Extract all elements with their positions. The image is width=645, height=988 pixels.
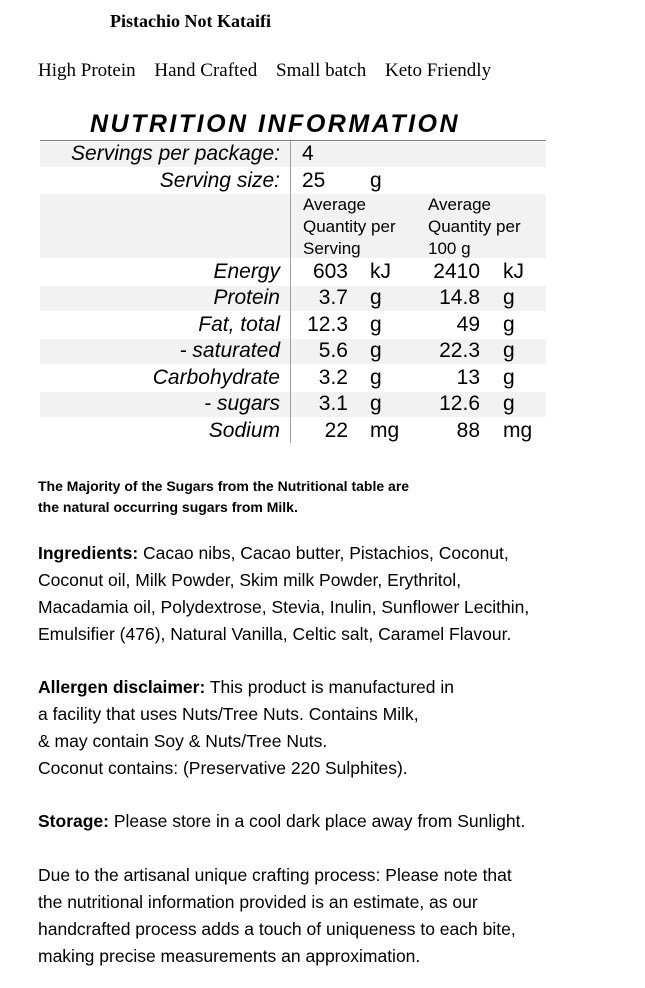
nutrient-row <box>40 286 546 311</box>
column-headers-row <box>40 194 546 258</box>
nutrient-row <box>40 313 546 338</box>
per100-amount: 49 <box>456 313 480 336</box>
ingredients-line <box>38 540 618 567</box>
nutrient-row <box>40 339 546 364</box>
ingredients-line: Coconut oil, Milk Powder, Skim milk Powder, Erythritol, <box>38 570 462 590</box>
per100-unit: g <box>503 286 515 309</box>
serving-amount: 22 <box>324 419 348 442</box>
nutrient-row <box>40 392 546 417</box>
per100-unit: g <box>503 392 515 415</box>
serving-unit: g <box>370 339 382 362</box>
allergen-line: a facility that uses Nuts/Tree Nuts. Contains Milk, <box>38 704 419 724</box>
allergen-line: & may contain Soy & Nuts/Tree Nuts. <box>38 731 328 751</box>
nutrient-label: - saturated <box>179 339 280 362</box>
serving-amount: 3.7 <box>318 286 348 309</box>
allergen-line <box>38 674 618 701</box>
disclaimer-line: Due to the artisanal unique crafting process: Please note that <box>38 865 512 885</box>
serving-unit: g <box>370 313 382 336</box>
nutrient-label: Energy <box>213 260 280 283</box>
nutrient-row <box>40 366 546 391</box>
sugar-note-line: The Majority of the Sugars from the Nutritional table are <box>38 478 410 494</box>
col-per-serving-header: Average Quantity per Serving <box>303 195 396 258</box>
nutrient-label: Protein <box>213 286 280 309</box>
nutrient-row <box>40 260 546 285</box>
serving-unit: g <box>370 392 382 415</box>
servings-row <box>40 142 546 167</box>
disclaimer-line: the nutritional information provided is an estimate, as our <box>38 892 478 912</box>
allergen-label: Allergen disclaimer: <box>38 677 206 697</box>
per100-amount: 12.6 <box>439 392 480 415</box>
sugar-note-line: the natural occurring sugars from Milk. <box>38 499 298 515</box>
nutrition-heading: NUTRITION INFORMATION <box>90 110 461 138</box>
serving-size-value: 25 <box>302 169 326 192</box>
per100-amount: 14.8 <box>439 286 480 309</box>
storage-text: Please store in a cool dark place away from Sunlight. <box>108 811 526 831</box>
ingredients-line: Macadamia oil, Polydextrose, Stevia, Inulin, Sunflower Lecithin, <box>38 597 530 617</box>
per100-unit: kJ <box>503 260 524 283</box>
serving-amount: 603 <box>312 260 348 283</box>
serving-unit: mg <box>370 419 400 442</box>
per100-unit: g <box>503 366 515 389</box>
serving-unit: g <box>370 366 382 389</box>
product-title: Pistachio Not Kataifi <box>110 11 271 31</box>
nutrient-label: Fat, total <box>198 313 280 336</box>
serving-size-row <box>40 169 546 194</box>
nutrient-row <box>40 419 546 444</box>
sugar-note <box>38 476 478 518</box>
tag-small-batch: Small batch <box>276 60 367 81</box>
storage-line <box>38 808 618 835</box>
nutrient-label: Carbohydrate <box>152 366 280 389</box>
per100-amount: 2410 <box>433 260 480 283</box>
per100-amount: 22.3 <box>439 339 480 362</box>
serving-amount: 12.3 <box>307 313 348 336</box>
disclaimer-line: handcrafted process adds a touch of uniqueness to each bite, <box>38 919 516 939</box>
tag-hand-crafted: Hand Crafted <box>154 60 258 81</box>
ingredients-line: Emulsifier (476), Natural Vanilla, Celtic salt, Caramel Flavour. <box>38 624 512 644</box>
per100-unit: g <box>503 313 515 336</box>
allergen-section <box>38 674 618 782</box>
disclaimer-section <box>38 862 618 970</box>
serving-unit: kJ <box>370 260 391 283</box>
tag-high-protein: High Protein <box>38 60 136 81</box>
storage-label: Storage: <box>38 811 109 831</box>
nutrient-label: - sugars <box>204 392 280 415</box>
col-per-100g-header: Average Quantity per 100 g <box>428 195 521 258</box>
allergen-text: This product is manufactured in <box>205 677 454 697</box>
table-column-divider <box>290 141 291 443</box>
per100-unit: mg <box>503 419 533 442</box>
product-tags <box>38 60 505 82</box>
serving-amount: 3.1 <box>318 392 348 415</box>
serving-size-unit: g <box>370 169 382 192</box>
tag-keto-friendly: Keto Friendly <box>385 60 492 81</box>
disclaimer-line: making precise measurements an approximation. <box>38 946 421 966</box>
per100-unit: g <box>503 339 515 362</box>
per100-amount: 13 <box>456 366 480 389</box>
servings-label: Servings per package: <box>71 142 280 165</box>
ingredients-label: Ingredients: <box>38 543 139 563</box>
nutrition-top-rule <box>40 140 546 141</box>
storage-section <box>38 808 618 835</box>
serving-size-label: Serving size: <box>159 169 280 192</box>
per100-amount: 88 <box>456 419 480 442</box>
nutrient-label: Sodium <box>208 419 280 442</box>
servings-value: 4 <box>302 142 314 165</box>
allergen-line: Coconut contains: (Preservative 220 Sulphites). <box>38 758 408 778</box>
ingredients-section <box>38 540 618 648</box>
serving-unit: g <box>370 286 382 309</box>
ingredients-text: Cacao nibs, Cacao butter, Pistachios, Coconut, <box>138 543 509 563</box>
serving-amount: 5.6 <box>318 339 348 362</box>
serving-amount: 3.2 <box>318 366 348 389</box>
